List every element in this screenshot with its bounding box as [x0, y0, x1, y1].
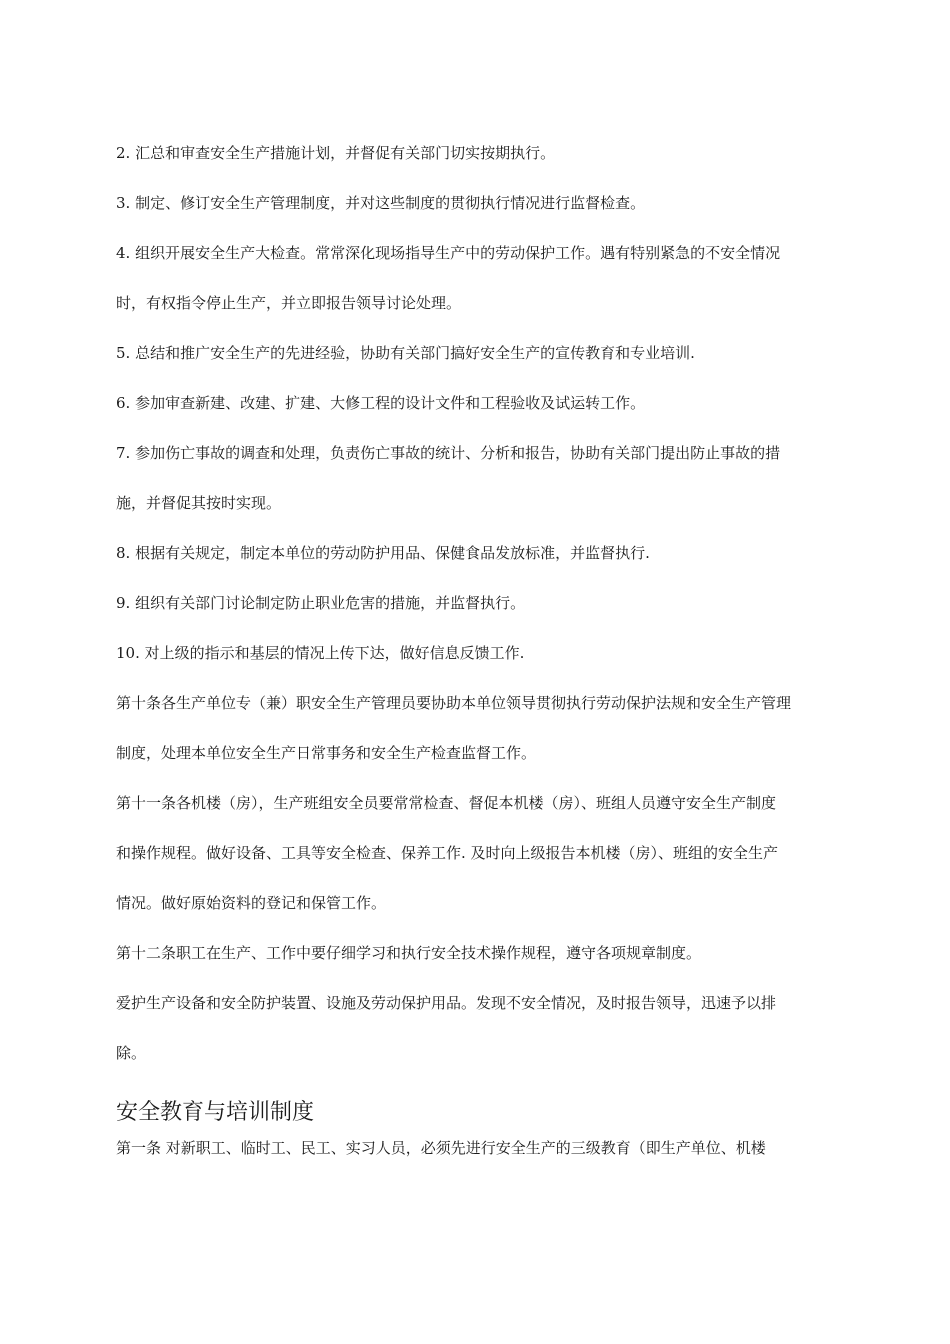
paragraph-line: 制度，处理本单位安全生产日常事务和安全生产检查监督工作。: [116, 744, 537, 762]
paragraph-line: 5. 总结和推广安全生产的先进经验，协助有关部门搞好安全生产的宣传教育和专业培训.: [116, 344, 695, 362]
paragraph-line: 和操作规程。做好设备、工具等安全检查、保养工作. 及时向上级报告本机楼（房）、班组的安全生产: [116, 844, 779, 862]
paragraph-line: 8. 根据有关规定，制定本单位的劳动防护用品、保健食品发放标准，并监督执行.: [116, 544, 650, 562]
paragraph-line: 4. 组织开展安全生产大检查。常常深化现场指导生产中的劳动保护工作。遇有特别紧急的不安全情况: [116, 244, 781, 262]
paragraph-line: 7. 参加伤亡事故的调查和处理，负责伤亡事故的统计、分析和报告，协助有关部门提出防止事故的措: [116, 444, 781, 462]
paragraph-line: 施，并督促其按时实现。: [116, 494, 282, 512]
paragraph-line: 爱护生产设备和安全防护装置、设施及劳动保护用品。发现不安全情况，及时报告领导，迅速予以排: [116, 994, 777, 1012]
paragraph-line: 时，有权指令停止生产，并立即报告领导讨论处理。: [116, 294, 462, 312]
paragraph-line: 第十二条职工在生产、工作中要仔细学习和执行安全技术操作规程，遵守各项规章制度。: [116, 944, 702, 962]
paragraph-line: 第一条 对新职工、临时工、民工、实习人员，必须先进行安全生产的三级教育（即生产单位、机楼: [116, 1139, 766, 1157]
paragraph-line: 6. 参加审查新建、改建、扩建、大修工程的设计文件和工程验收及试运转工作。: [116, 394, 646, 412]
paragraph-line: 第十条各生产单位专（兼）职安全生产管理员要协助本单位领导贯彻执行劳动保护法规和安全生产管理: [116, 694, 792, 712]
section-heading: 安全教育与培训制度: [116, 1100, 315, 1125]
paragraph-line: 情况。做好原始资料的登记和保管工作。: [116, 894, 387, 912]
document-body: [116, 138, 866, 1183]
paragraph-line: 除。: [116, 1044, 147, 1062]
paragraph-line: 2. 汇总和审查安全生产措施计划，并督促有关部门切实按期执行。: [116, 144, 556, 162]
paragraph-line: 3. 制定、修订安全生产管理制度，并对这些制度的贯彻执行情况进行监督检查。: [116, 194, 646, 212]
paragraph-line: 10. 对上级的指示和基层的情况上传下达，做好信息反馈工作.: [116, 644, 525, 662]
paragraph-line: 9. 组织有关部门讨论制定防止职业危害的措施，并监督执行。: [116, 594, 526, 612]
paragraph-line: 第十一条各机楼（房），生产班组安全员要常常检查、督促本机楼（房）、班组人员遵守安全生产制度: [116, 794, 777, 812]
